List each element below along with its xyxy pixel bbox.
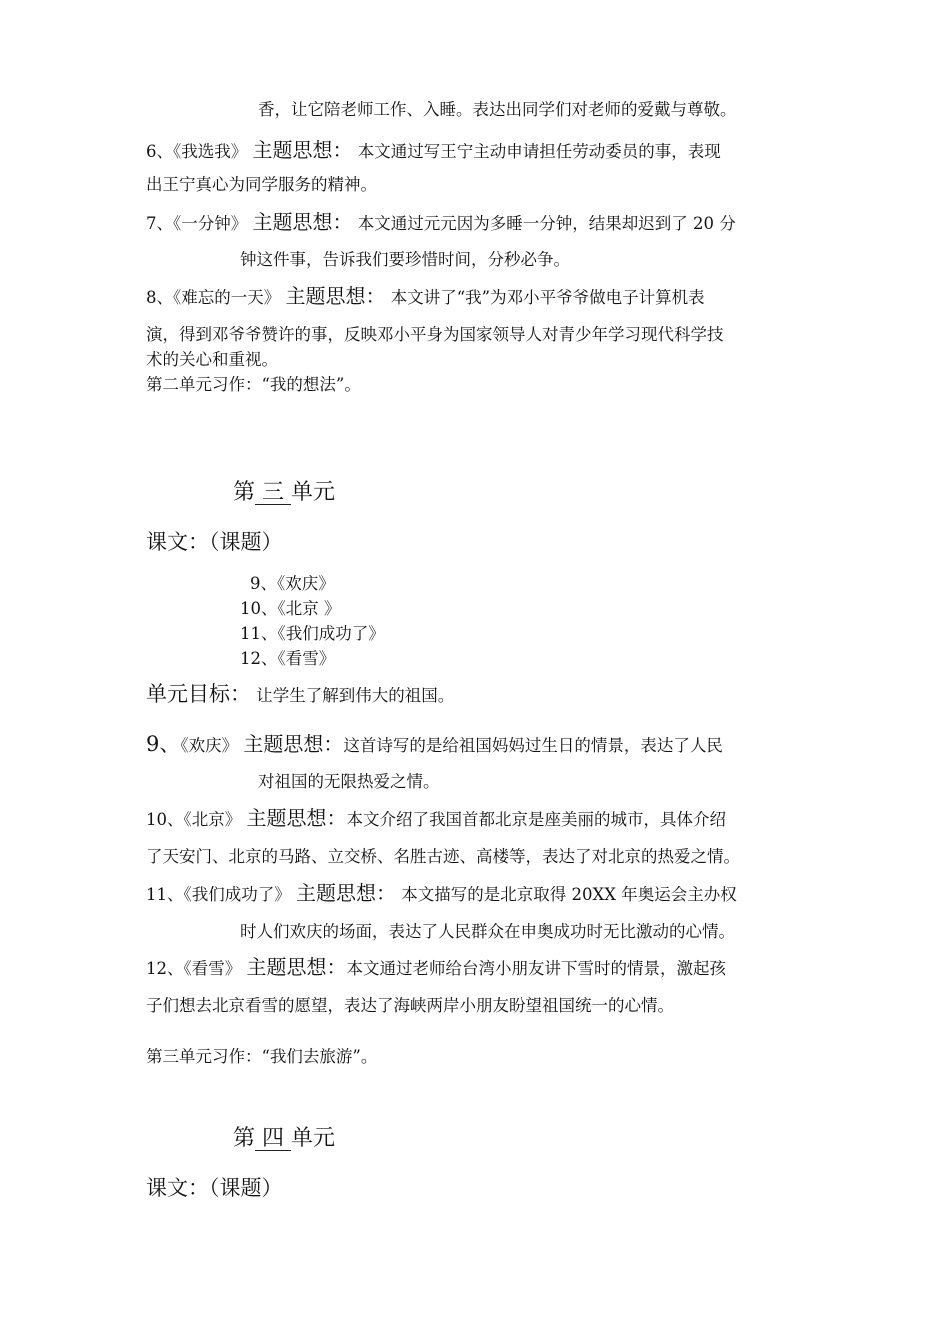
text-line: 子们想去北京看雪的愿望，表达了海峡两岸小朋友盼望祖国统一的心情。 <box>146 996 674 1015</box>
unit-number: 三 <box>255 482 291 505</box>
text-line: 时人们欢庆的场面，表达了人民群众在申奥成功时无比激动的心情。 <box>240 922 735 941</box>
text-line: 钟这件事，告诉我们要珍惜时间，分秒必争。 <box>240 250 570 269</box>
text-line: 术的关心和重视。 <box>146 350 278 369</box>
heading-prefix: 第 <box>233 1126 256 1151</box>
lesson-title: 11、《我们成功了》 <box>146 885 291 904</box>
theme-label: 主题思想： <box>252 138 353 162</box>
unit-3-lessons-label: 课文：（课题） <box>146 530 283 554</box>
lesson-6-summary <box>146 140 721 161</box>
theme-label: 主题思想： <box>296 881 396 905</box>
lesson-title: 《欢庆》 <box>180 736 239 755</box>
heading-suffix: 单元 <box>291 480 336 505</box>
unit-3-writing: 第三单元习作：“我们去旅游”。 <box>146 1047 378 1066</box>
theme-label: 主题思想： <box>243 732 344 756</box>
lesson-list-item: 11、《我们成功了》 <box>240 624 385 643</box>
text-line: 演，得到邓爷爷赞许的事，反映邓小平身为国家领导人对青少年学习现代科学技 <box>146 325 724 344</box>
unit-number: 四 <box>255 1128 291 1151</box>
lesson-10-summary <box>146 808 726 829</box>
lesson-list-item: 12、《看雪》 <box>240 649 336 668</box>
unit-2-writing: 第二单元习作：“我的想法”。 <box>146 375 361 394</box>
lesson-12-summary <box>146 957 726 978</box>
text-line: 出王宁真心为同学服务的精神。 <box>146 175 377 194</box>
theme-label: 主题思想： <box>246 806 347 830</box>
lesson-title: 7、《一分钟》 <box>146 214 248 233</box>
theme-label: 主题思想： <box>252 210 353 234</box>
theme-label: 主题思想： <box>246 955 347 979</box>
unit-3-goal <box>146 684 454 705</box>
lesson-list-item: 9、《欢庆》 <box>250 574 335 593</box>
theme-text: 本文介绍了我国首都北京是座美丽的城市，具体介绍 <box>346 810 726 829</box>
text-line: 了天安门、北京的马路、立交桥、名胜古迹、高楼等，表达了对北京的热爱之情。 <box>146 847 740 866</box>
goal-label: 单元目标： <box>146 682 251 706</box>
goal-text: 让学生了解到伟大的祖国。 <box>256 686 455 705</box>
lesson-8-summary <box>146 286 705 307</box>
theme-label: 主题思想： <box>285 284 386 308</box>
unit-4-lessons-label: 课文：（课题） <box>146 1176 283 1200</box>
unit-4-heading <box>233 1128 335 1151</box>
theme-text: 本文通过老师给台湾小朋友讲下雪时的情景，激起孩 <box>346 959 726 978</box>
lesson-list-item: 10、《北京 》 <box>240 599 341 618</box>
lesson-9-summary <box>146 734 723 755</box>
lesson-title: 10、《北京》 <box>146 810 242 829</box>
heading-prefix: 第 <box>233 480 256 505</box>
heading-suffix: 单元 <box>291 1126 336 1151</box>
lesson-title: 8、《难忘的一天》 <box>146 288 281 307</box>
lesson-7-summary <box>146 212 736 233</box>
lesson-11-summary <box>146 883 737 904</box>
theme-text: 本文通过写王宁主动申请担任劳动委员的事，表现 <box>357 142 721 161</box>
theme-text: 这首诗写的是给祖国妈妈过生日的情景，表达了人民 <box>343 736 723 755</box>
lesson-number: 9、 <box>146 732 181 756</box>
unit-3-heading <box>233 482 335 505</box>
theme-text: 本文描写的是北京取得 20XX 年奥运会主办权 <box>401 885 737 904</box>
lesson-title: 12、《看雪》 <box>146 959 242 978</box>
lesson-title: 6、《我选我》 <box>146 142 248 161</box>
text-line: 香，让它陪老师工作、入睡。表达出同学们对老师的爱戴与尊敬。 <box>258 100 737 119</box>
theme-text: 本文通过元元因为多睡一分钟，结果却迟到了 20 分 <box>357 214 736 233</box>
text-line: 对祖国的无限热爱之情。 <box>258 772 440 791</box>
theme-text: 本文讲了“我”为邓小平爷爷做电子计算机表 <box>390 288 705 307</box>
